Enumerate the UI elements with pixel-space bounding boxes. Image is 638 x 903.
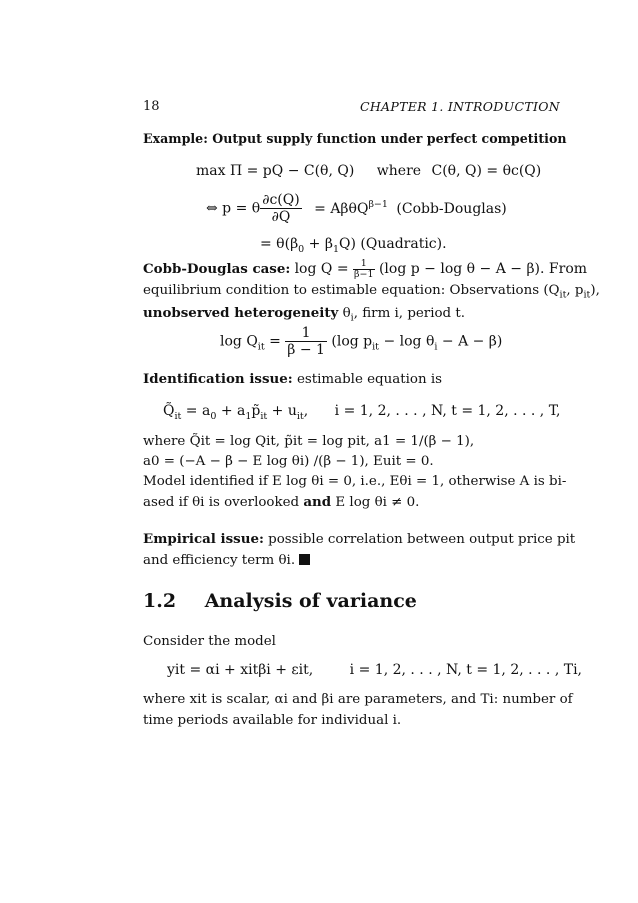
est-s3: 1: [245, 410, 252, 422]
eq2-note: (Cobb-Douglas): [396, 200, 507, 217]
running-header: CHAPTER 1. INTRODUCTION: [359, 99, 560, 114]
eq3-sub-1: 1: [332, 243, 339, 255]
identification-text: estimable equation is: [292, 372, 442, 387]
cd-l2-sub2: it: [583, 289, 591, 301]
empirical-line-2: [143, 550, 310, 572]
unobserved-heterogeneity-label: unobserved heterogeneity: [143, 305, 339, 321]
cd-frac-den: β−1: [354, 269, 374, 280]
eq2-fraction: [260, 192, 301, 225]
identification-line: [143, 368, 442, 391]
model-intro: Consider the model: [143, 634, 276, 649]
est-e: + u: [267, 403, 297, 419]
cobb-douglas-label: Cobb-Douglas case:: [143, 261, 291, 277]
eq2-exponent: β−1: [368, 198, 388, 210]
where-line-2: a0 = (−A − β − E log θi) /(β − 1), Euit = 0.: [143, 454, 434, 469]
section-heading: [143, 590, 417, 612]
model-eq: yit = αi + xitβi + εit,: [167, 662, 314, 678]
cd-l2-c: ),: [590, 283, 600, 298]
equation-quadratic: [260, 236, 447, 255]
est-b: = a: [181, 403, 211, 419]
logq-rhs-b: − log θ: [379, 333, 435, 350]
qed-square-icon: [299, 554, 310, 565]
est-a: Q̃: [163, 403, 175, 419]
cd-l2-a: equilibrium condition to estimable equation: Observations (Q: [143, 283, 560, 298]
eq2-lead: ⇔ p = θ: [206, 200, 261, 217]
model-range: i = 1, 2, . . . , N, t = 1, 2, . . . , Ti,: [349, 662, 582, 678]
cobb-douglas-line-3: [143, 302, 465, 325]
empirical-text-2: and efficiency term θi.: [143, 553, 296, 568]
cd-l3-b: , firm i, period t.: [353, 306, 466, 321]
where-line-1: where Q̃it = log Qit, p̃it = log pit, a1 = 1/(β − 1),: [143, 434, 475, 449]
logq-rhs-sub1: it: [372, 341, 379, 353]
cd-rhs: (log p − log θ − A − β). From: [374, 261, 588, 277]
page-number: 18: [143, 99, 160, 114]
where-line-4: [143, 491, 419, 514]
where-line-3: Model identified if E log θi = 0, i.e., Eθi = 1, otherwise A is bi-: [143, 474, 567, 489]
est-d: p̃: [251, 403, 261, 419]
eq3-part-a: = θ(β: [260, 236, 299, 252]
eq3-sub-0: 0: [298, 243, 305, 255]
logq-rhs-sub2: i: [434, 341, 438, 353]
eq3-part-c: Q) (Quadratic).: [339, 236, 447, 252]
logq-eq: =: [264, 333, 286, 350]
cd-l2-b: , p: [566, 283, 584, 298]
est-s1: it: [174, 410, 182, 422]
est-s5: it: [296, 410, 304, 422]
est-c: + a: [216, 403, 246, 419]
cobb-douglas-line-2: [143, 280, 600, 302]
logq-rhs-c: − A − β): [437, 333, 503, 350]
model-line-2: time periods available for individual i.: [143, 713, 402, 728]
where-l4-c: E log θi ≠ 0.: [331, 495, 420, 510]
logq-lhs: log Q: [220, 333, 258, 350]
eq3-part-b: + β: [304, 236, 333, 252]
equation-cobb-douglas: [206, 192, 507, 225]
logq-frac-num: 1: [301, 325, 311, 341]
equation-estimable: [163, 403, 561, 422]
est-f: ,: [303, 403, 309, 419]
cd-fraction: [353, 259, 375, 280]
empirical-label: Empirical issue:: [143, 531, 264, 547]
cd-l3-sub: i: [350, 312, 354, 324]
identification-label: Identification issue:: [143, 371, 293, 387]
eq2-frac-den: ∂Q: [260, 208, 301, 225]
logq-fraction: [285, 325, 327, 358]
eq1-left: max Π = pQ − C(θ, Q): [196, 163, 355, 179]
equation-model: [167, 662, 582, 678]
eq2-frac-num: ∂c(Q): [262, 192, 300, 208]
cd-l2-sub1: it: [559, 289, 567, 301]
est-range: i = 1, 2, . . . , N, t = 1, 2, . . . , T,: [334, 403, 561, 419]
est-s4: it: [260, 410, 268, 422]
example-heading: Example: Output supply function under perfect competition: [143, 131, 567, 146]
cd-frac-num: 1: [360, 258, 367, 269]
empirical-text-1: possible correlation between output price pit: [263, 532, 576, 547]
cobb-douglas-line-1: [143, 258, 588, 281]
cd-l3-a: θ: [338, 306, 351, 321]
logq-lhs-sub: it: [257, 341, 265, 353]
est-s2: 0: [210, 410, 217, 422]
model-line-1: where xit is scalar, αi and βi are parameters, and Ti: number of: [143, 692, 573, 707]
where-l4-a: ased if θi is overlooked: [143, 495, 304, 510]
equation-profit-max: [196, 163, 541, 179]
section-number: 1.2: [143, 590, 177, 612]
logq-frac-den: β − 1: [287, 342, 325, 358]
empirical-line-1: [143, 528, 575, 551]
section-title: Analysis of variance: [204, 590, 417, 612]
eq1-right: C(θ, Q) = θc(Q): [431, 163, 542, 179]
eq1-where: where: [376, 163, 422, 179]
logq-rhs-a: (log p: [331, 333, 373, 350]
eq2-rhs: = AβθQ: [314, 200, 369, 217]
where-l4-and: and: [303, 494, 332, 510]
cd-lhs: log Q =: [294, 261, 354, 277]
equation-log-q: [220, 325, 502, 358]
